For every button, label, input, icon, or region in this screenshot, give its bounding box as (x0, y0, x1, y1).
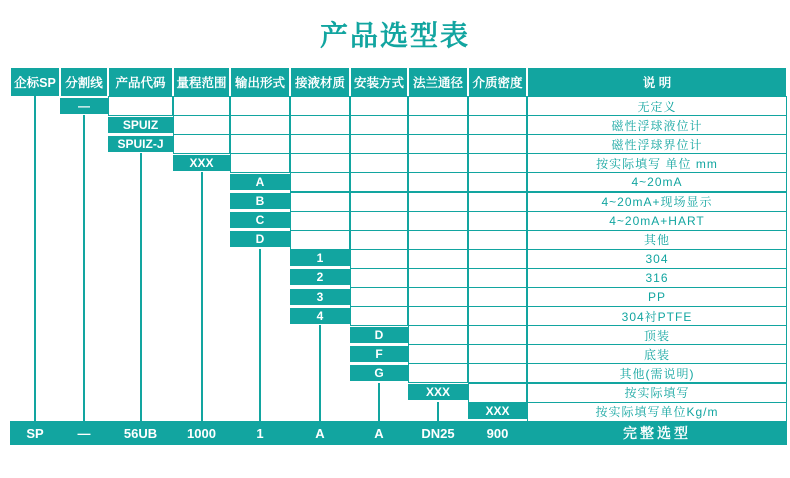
option-empty-cell (468, 287, 527, 307)
option-empty-cell (230, 96, 290, 116)
option-empty-cell (468, 268, 527, 288)
option-empty-cell (408, 344, 468, 364)
option-description-cell: 磁性浮球界位计 (527, 134, 787, 154)
option-empty-cell (408, 153, 468, 173)
option-empty-cell (350, 306, 408, 326)
option-code-cell: — (60, 98, 108, 114)
option-empty-cell (350, 211, 408, 231)
summary-value-9: 900 (486, 425, 509, 441)
option-empty-cell (408, 306, 468, 326)
option-empty-cell (350, 268, 408, 288)
summary-value-5: 1 (256, 425, 264, 441)
option-empty-cell (290, 172, 350, 192)
option-empty-cell (408, 230, 468, 250)
option-description-cell: 无定义 (527, 96, 787, 116)
option-code-cell: SPUIZ (108, 117, 173, 133)
option-empty-cell (350, 96, 408, 116)
option-description-cell: 304衬PTFE (527, 306, 787, 326)
option-description-cell: 顶装 (527, 325, 787, 345)
header-cell-8: 法兰通径 (409, 68, 467, 96)
option-empty-cell (408, 287, 468, 307)
option-code-cell: SPUIZ-J (108, 136, 173, 152)
tree-connector-line-col7 (378, 383, 380, 422)
tree-connector-line-col2 (83, 115, 85, 421)
option-empty-cell (408, 268, 468, 288)
option-description-cell: 按实际填写 (527, 383, 787, 403)
option-description-cell: 304 (527, 249, 787, 269)
summary-value-1: SP (26, 425, 44, 441)
option-empty-cell (230, 115, 290, 135)
option-empty-cell (468, 230, 527, 250)
option-empty-cell (408, 363, 468, 383)
tree-connector-line-col6 (319, 325, 321, 421)
option-empty-cell (408, 96, 468, 116)
header-cell-7: 安装方式 (351, 68, 407, 96)
option-empty-cell (408, 115, 468, 135)
option-empty-cell (230, 134, 290, 154)
option-empty-cell (290, 115, 350, 135)
option-code-cell: 2 (290, 269, 350, 285)
option-code-cell: XXX (408, 384, 468, 400)
option-code-cell: D (350, 327, 408, 343)
option-empty-cell (408, 172, 468, 192)
option-description-cell: 磁性浮球液位计 (527, 115, 787, 135)
option-empty-cell (468, 363, 527, 383)
summary-value-8: DN25 (421, 425, 455, 441)
option-empty-cell (468, 249, 527, 269)
option-code-cell: G (350, 365, 408, 381)
header-cell-4: 量程范围 (174, 68, 229, 96)
option-description-cell: 4~20mA (527, 172, 787, 192)
option-empty-cell (468, 192, 527, 212)
header-cell-3: 产品代码 (109, 68, 172, 96)
option-empty-cell (350, 249, 408, 269)
option-description-cell: 按实际填写单位Kg/m (527, 402, 787, 422)
option-description-cell: 底装 (527, 344, 787, 364)
header-cell-5: 输出形式 (231, 68, 289, 96)
option-empty-cell (350, 287, 408, 307)
header-cell-10: 说 明 (528, 68, 786, 96)
option-description-cell: 316 (527, 268, 787, 288)
option-description-cell: 4~20mA+HART (527, 211, 787, 231)
option-empty-cell (290, 153, 350, 173)
option-empty-cell (468, 115, 527, 135)
option-description-cell: 其他(需说明) (527, 363, 787, 383)
option-empty-cell (290, 230, 350, 250)
page-title: 产品选型表 (319, 20, 470, 51)
option-empty-cell (350, 115, 408, 135)
option-empty-cell (173, 134, 230, 154)
summary-value-4: 1000 (187, 425, 216, 441)
option-empty-cell (290, 134, 350, 154)
option-empty-cell (408, 134, 468, 154)
summary-value-7: A (374, 425, 384, 441)
option-code-cell: XXX (468, 403, 527, 419)
option-empty-cell (230, 153, 290, 173)
header-cell-9: 介质密度 (469, 68, 526, 96)
option-empty-cell (350, 230, 408, 250)
tree-connector-line-col1 (34, 96, 36, 421)
header-cell-2: 分割线 (61, 68, 107, 96)
option-code-cell: B (230, 193, 290, 209)
option-empty-cell (408, 325, 468, 345)
option-code-cell: A (230, 174, 290, 190)
option-empty-cell (468, 306, 527, 326)
tree-connector-line-col8 (437, 402, 439, 421)
option-code-cell: 1 (290, 250, 350, 266)
option-empty-cell (350, 172, 408, 192)
option-empty-cell (350, 192, 408, 212)
option-empty-cell (468, 134, 527, 154)
option-description-cell: 4~20mA+现场显示 (527, 192, 787, 212)
option-empty-cell (408, 211, 468, 231)
option-code-cell: D (230, 231, 290, 247)
header-cell-1: 企标SP (11, 68, 59, 96)
option-empty-cell (408, 192, 468, 212)
option-empty-cell (350, 134, 408, 154)
tree-connector-line-col4 (201, 172, 203, 421)
header-cell-6: 接液材质 (291, 68, 349, 96)
option-empty-cell (468, 344, 527, 364)
option-empty-cell (468, 172, 527, 192)
option-empty-cell (468, 153, 527, 173)
option-empty-cell (408, 249, 468, 269)
option-code-cell: F (350, 346, 408, 362)
option-empty-cell (290, 96, 350, 116)
summary-value-6: A (315, 425, 325, 441)
option-code-cell: 4 (290, 308, 350, 324)
option-code-cell: 3 (290, 289, 350, 305)
option-empty-cell (468, 211, 527, 231)
summary-value-3: 56UB (123, 425, 158, 441)
option-empty-cell (173, 115, 230, 135)
summary-complete-model-label: 完整选型 (623, 425, 691, 441)
option-empty-cell (290, 192, 350, 212)
option-description-cell: 按实际填写 单位 mm (527, 153, 787, 173)
summary-value-2: — (77, 425, 91, 441)
option-empty-cell (468, 96, 527, 116)
tree-connector-line-col5 (259, 249, 261, 421)
option-empty-cell (290, 211, 350, 231)
option-empty-cell (468, 325, 527, 345)
option-description-cell: PP (527, 287, 787, 307)
option-description-cell: 其他 (527, 230, 787, 250)
option-empty-cell (108, 96, 173, 116)
tree-connector-line-col3 (140, 153, 142, 421)
option-empty-cell (173, 96, 230, 116)
option-code-cell: C (230, 212, 290, 228)
option-empty-cell (350, 153, 408, 173)
option-code-cell: XXX (173, 155, 230, 171)
option-empty-cell (468, 383, 527, 403)
